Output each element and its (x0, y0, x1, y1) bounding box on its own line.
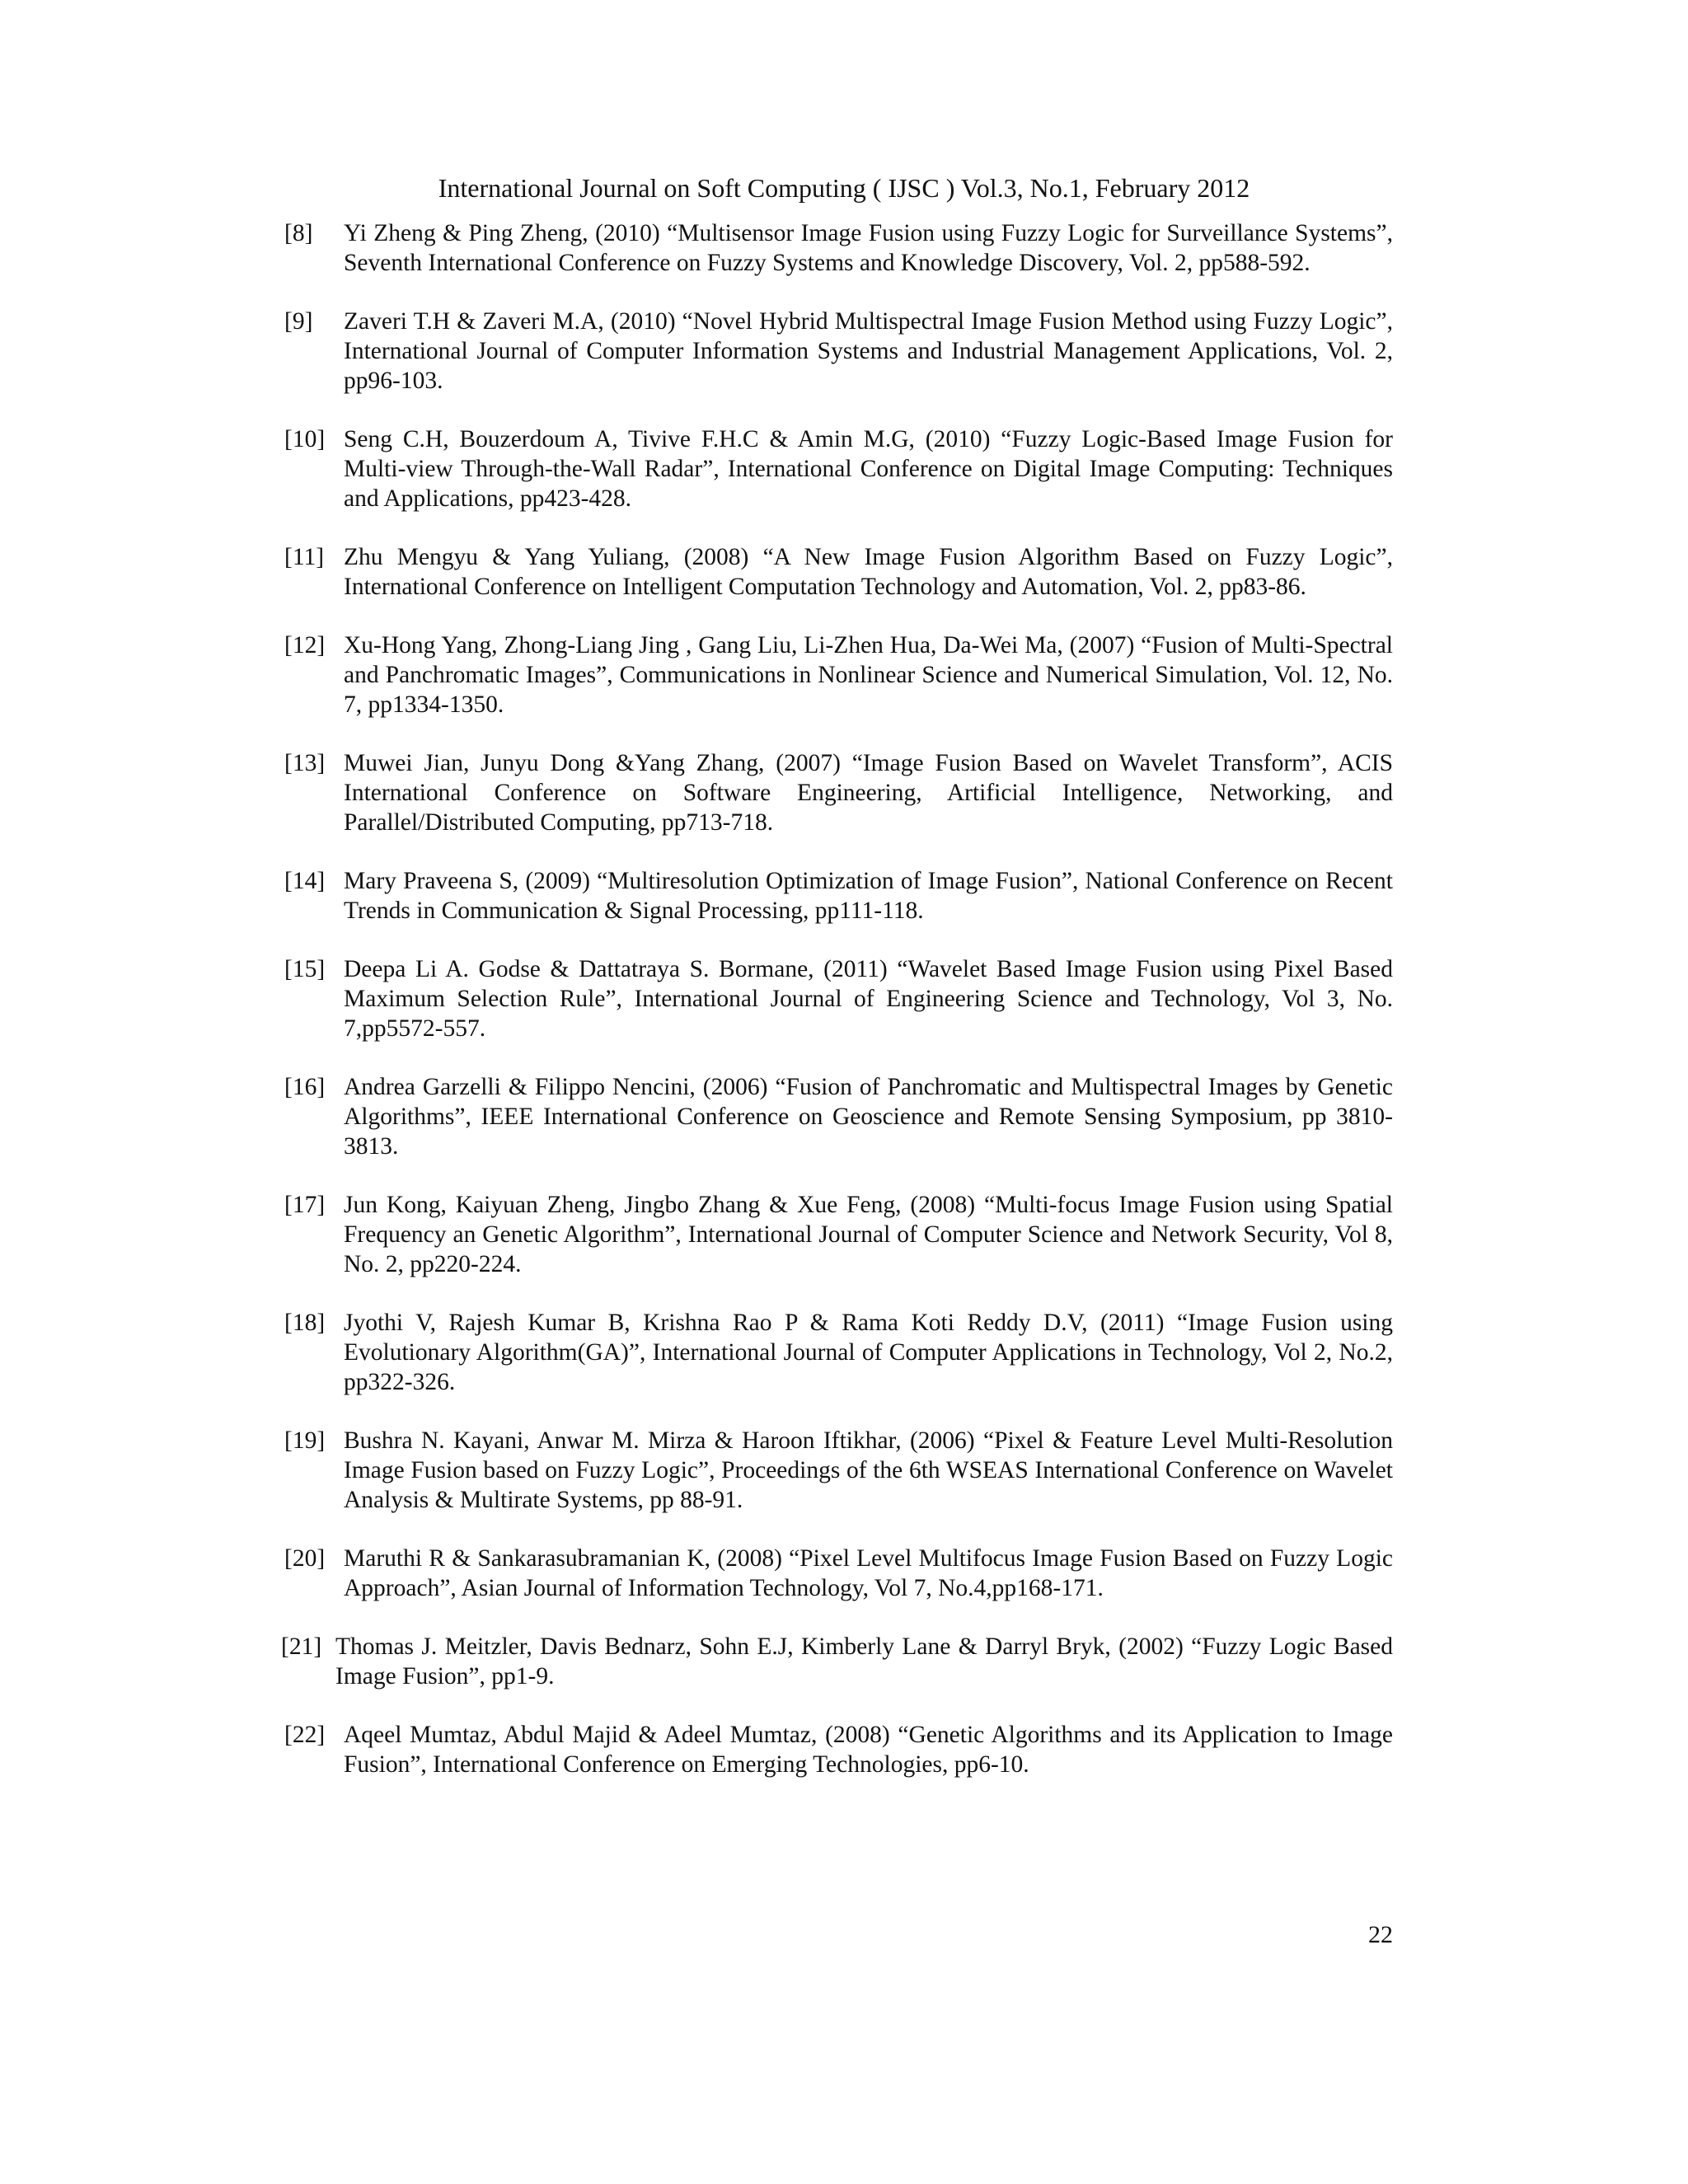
reference-item (281, 1632, 1393, 1691)
reference-item (284, 1072, 1393, 1161)
reference-text: Maruthi R & Sankarasubramanian K, (2008) “Pixel Level Multifocus Image Fusion Based on Fuzzy Logic Approach”, Asian Journal of Information Technology, Vol 7, No.4,pp168-171. (344, 1545, 1393, 1601)
reference-number: [17] (284, 1192, 326, 1218)
reference-text: Deepa Li A. Godse & Dattatraya S. Bormane, (2011) “Wavelet Based Image Fusion using Pixel Based Maximum Selection Rule”, International Journal of Engineering Science and Technology, Vol 3, No. 7,pp5572-557. (344, 956, 1393, 1042)
running-header: International Journal on Soft Computing ( IJSC ) Vol.3, No.1, February 2012 (438, 173, 1250, 203)
reference-text: Muwei Jian, Junyu Dong &Yang Zhang, (2007) “Image Fusion Based on Wavelet Transform”, ACIS International Conference on Software Engineering, Artificial Intelligence, Networking, and Parallel/Distributed Computing, pp713-718. (344, 750, 1393, 836)
reference-text: Seng C.H, Bouzerdoum A, Tivive F.H.C & Amin M.G, (2010) “Fuzzy Logic-Based Image Fusion for Multi-view Through-the-Wall Radar”, International Conference on Digital Image Computing: Techniques and Applications, pp423-428. (344, 426, 1393, 512)
reference-number: [12] (284, 632, 326, 658)
reference-text: Aqeel Mumtaz, Abdul Majid & Adeel Mumtaz, (2008) “Genetic Algorithms and its Application to Image Fusion”, International Conference on Emerging Technologies, pp6-10. (344, 1722, 1393, 1778)
reference-number: [10] (284, 426, 326, 452)
reference-item (284, 954, 1393, 1043)
reference-number: [9] (284, 308, 313, 335)
reference-item (284, 1426, 1393, 1515)
reference-item (284, 1720, 1393, 1779)
reference-number: [11] (284, 544, 325, 570)
page-number: 22 (1368, 1921, 1393, 1948)
reference-number: [14] (284, 868, 326, 894)
reference-text: Yi Zheng & Ping Zheng, (2010) “Multisensor Image Fusion using Fuzzy Logic for Surveillance Systems”, Seventh International Conference on Fuzzy Systems and Knowledge Discovery, Vol. 2, pp588-592. (344, 220, 1393, 276)
reference-item (284, 1544, 1393, 1603)
reference-text: Thomas J. Meitzler, Davis Bednarz, Sohn E.J, Kimberly Lane & Darryl Bryk, (2002) “Fuzzy Logic Based Image Fusion”, pp1-9. (335, 1633, 1393, 1690)
reference-list (281, 218, 1393, 1808)
reference-item (284, 748, 1393, 837)
reference-text: Jun Kong, Kaiyuan Zheng, Jingbo Zhang & Xue Feng, (2008) “Multi-focus Image Fusion using Spatial Frequency an Genetic Algorithm”, International Journal of Computer Science and Network Security, Vol 8, No. 2, pp220-224. (344, 1192, 1393, 1277)
reference-item (284, 1308, 1393, 1397)
reference-item (284, 866, 1393, 926)
reference-number: [22] (284, 1722, 326, 1748)
reference-text: Bushra N. Kayani, Anwar M. Mirza & Haroon Iftikhar, (2006) “Pixel & Feature Level Multi-Resolution Image Fusion based on Fuzzy Logic”, Proceedings of the 6th WSEAS International Conference on Wavelet Analysis & Multirate Systems, pp 88-91. (344, 1427, 1393, 1513)
reference-text: Zaveri T.H & Zaveri M.A, (2010) “Novel Hybrid Multispectral Image Fusion Method using Fuzzy Logic”, International Journal of Computer Information Systems and Industrial Management Applications, Vol. 2, pp96-103. (344, 308, 1393, 394)
reference-number: [19] (284, 1427, 326, 1454)
reference-number: [21] (281, 1633, 322, 1660)
reference-item (284, 424, 1393, 513)
reference-text: Jyothi V, Rajesh Kumar B, Krishna Rao P & Rama Koti Reddy D.V, (2011) “Image Fusion using Evolutionary Algorithm(GA)”, International Journal of Computer Applications in Technology, Vol 2, No.2, pp322-326. (344, 1310, 1393, 1395)
reference-number: [13] (284, 750, 326, 776)
reference-item (284, 630, 1393, 719)
reference-number: [15] (284, 956, 326, 982)
reference-item (284, 307, 1393, 396)
reference-text: Mary Praveena S, (2009) “Multiresolution Optimization of Image Fusion”, National Conference on Recent Trends in Communication & Signal Processing, pp111-118. (344, 868, 1393, 924)
reference-item (284, 1190, 1393, 1279)
reference-number: [18] (284, 1310, 326, 1336)
reference-text: Andrea Garzelli & Filippo Nencini, (2006) “Fusion of Panchromatic and Multispectral Images by Genetic Algorithms”, IEEE International Conference on Geoscience and Remote Sensing Symposium, pp 3810-3813. (344, 1074, 1393, 1160)
reference-number: [16] (284, 1074, 326, 1100)
reference-text: Zhu Mengyu & Yang Yuliang, (2008) “A New Image Fusion Algorithm Based on Fuzzy Logic”, International Conference on Intelligent Computation Technology and Automation, Vol. 2, pp83-86. (344, 544, 1393, 600)
reference-number: [8] (284, 220, 313, 246)
reference-item (284, 542, 1393, 602)
reference-text: Xu-Hong Yang, Zhong-Liang Jing , Gang Liu, Li-Zhen Hua, Da-Wei Ma, (2007) “Fusion of Multi-Spectral and Panchromatic Images”, Communications in Nonlinear Science and Numerical Simulation, Vol. 12, No. 7, pp1334-1350. (344, 632, 1393, 718)
reference-number: [20] (284, 1545, 326, 1572)
reference-item (284, 218, 1393, 278)
